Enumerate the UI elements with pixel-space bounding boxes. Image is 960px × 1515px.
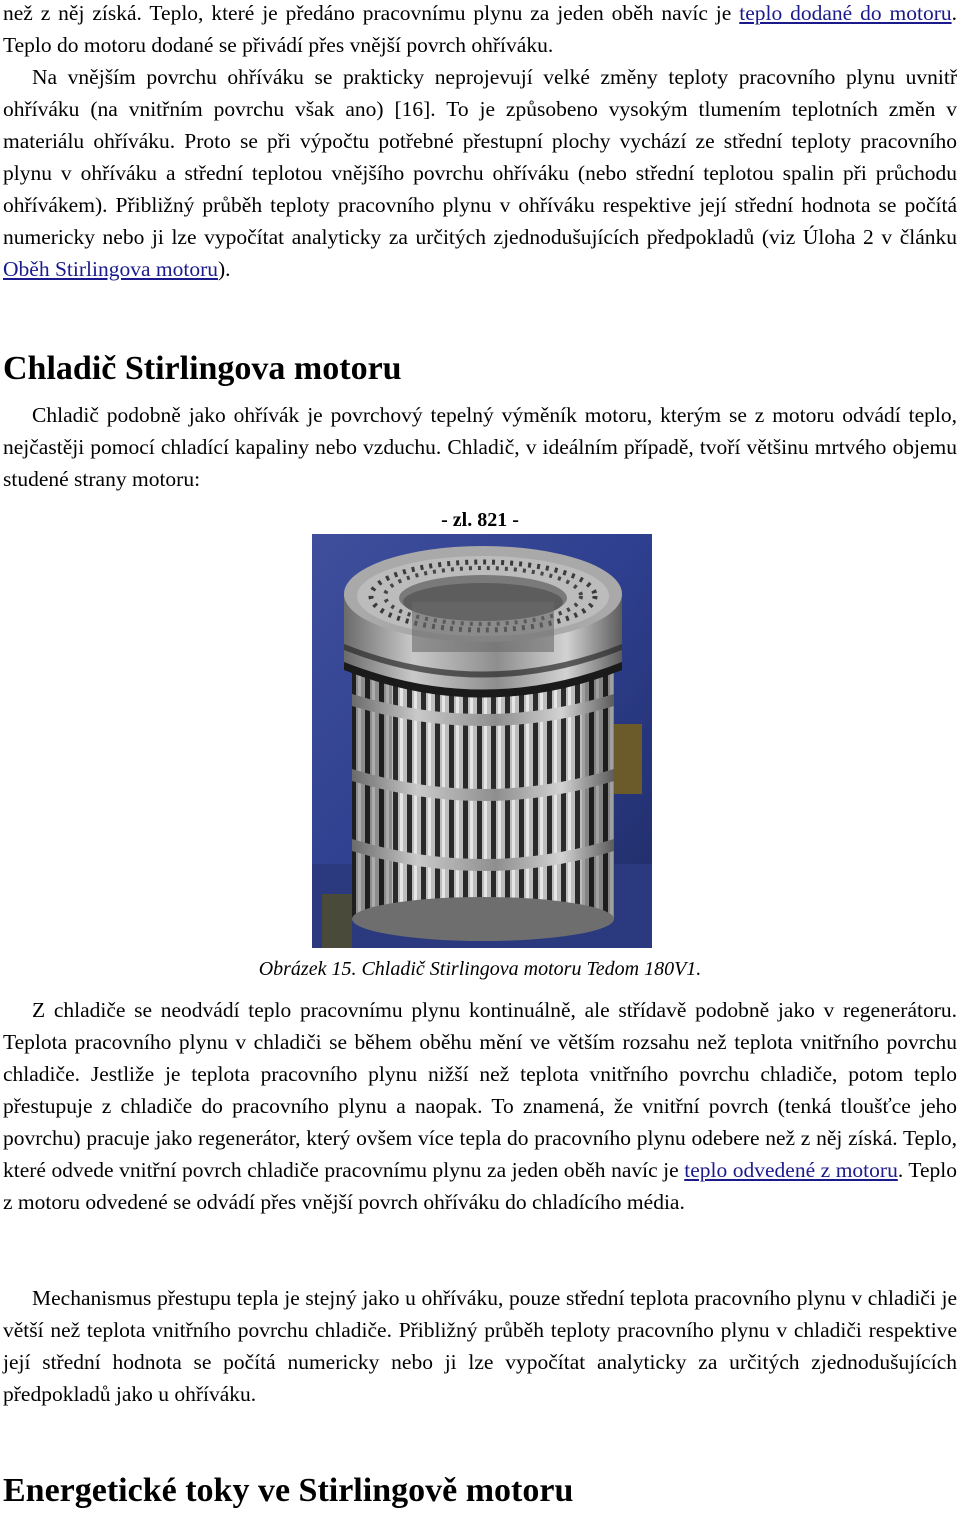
paragraph-text: Na vnějším povrchu ohříváku se prakticky neprojevují velké změny teploty pracovního plynu uvnitř ohříváku (na vnitřním povrchu však ano) [16]. To je způsobeno vysokým tlumením teplotních změn v materiálu ohříváku. Proto se při výpočtu potřebné přestupní plochy vychází ze střední teploty pracovního plynu v ohříváku a střední teplotou vnějšího povrchu ohříváku (nebo střední teplotou spalin při průchodu ohřívákem). Přibližný průběh teploty pracovního plynu v ohříváku respektive její střední hodnota se počítá numericky nebo ji lze vypočítat analyticky za určitých zjednodušujících předpokladů (viz Úloha 2 v článku — [3, 65, 957, 249]
link-obeh-stirlingova-motoru[interactable]: Oběh Stirlingova motoru — [3, 257, 218, 281]
paragraph-heat-transfer-mechanism: Mechanismus přestupu tepla je stejný jako u ohříváku, pouze střední teplota pracovního plynu v chladiči je větší než teplota vnitřního povrchu chladiče. Přibližný průběh teploty pracovního plynu v chladiči respektive její střední hodnota se počítá numericky nebo ji lze vypočítat analyticky za určitých zjednodušujících předpokladů jako u ohříváku. — [3, 1286, 957, 1406]
paragraph-heat-input — [3, 0, 957, 61]
paragraph-text: . Teplo do motoru dodané se přivádí přes vnější povrch ohříváku. — [3, 1, 957, 57]
link-teplo-dodane[interactable]: teplo dodané do motoru — [739, 1, 952, 25]
link-teplo-odvedene[interactable]: teplo odvedené z motoru — [684, 1158, 898, 1182]
figure-cooler-photo — [312, 534, 652, 948]
paragraph-text: . Teplo z motoru odvedené se odvádí přes vnější povrch ohříváku do chladícího média. — [3, 1158, 957, 1214]
intro-section — [3, 0, 957, 285]
paragraph-cooler-heat-transfer — [3, 994, 957, 1218]
paragraph-text: ). — [217, 257, 231, 281]
section-heading-chladic: Chladič Stirlingova motoru — [3, 350, 402, 387]
figure-number: - zl. 821 - — [441, 509, 519, 531]
section-heading-energeticke-toky: Energetické toky ve Stirlingově motoru — [3, 1472, 574, 1509]
paragraph-chladic-intro: Chladič podobně jako ohřívák je povrchový tepelný výměník motoru, kterým se z motoru odvádí teplo, nejčastěji pomocí chladící kapaliny nebo vzduchu. Chladič, v ideálním případě, tvoří většinu mrtvého objemu studené strany motoru: — [3, 403, 957, 491]
paragraph-text: Z chladiče se neodvádí teplo pracovnímu plynu kontinuálně, ale střídavě podobně jako v regenerátoru. Teplota pracovního plynu v chladiči se během oběhu mění ve větším rozsahu než teplota vnitřního povrchu chladiče. Jestliže je teplota pracovního plynu nižší než teplota vnitřního povrchu chladiče, potom teplo přestupuje z chladiče do pracovního plynu a naopak. To znamená, že vnitřní povrch (tenká tloušťce jeho povrchu) pracuje jako regenerátor, který ovšem více tepla do pracovního plynu odebere než z něj získá. Teplo, které odvede vnitřní povrch chladiče pracovnímu plynu za jeden oběh navíc je — [3, 998, 957, 1182]
cooler-photo-icon — [312, 534, 652, 948]
figure-caption: Obrázek 15. Chladič Stirlingova motoru Tedom 180V1. — [258, 958, 702, 980]
paragraph-heater-surface — [3, 61, 957, 285]
paragraph-text: než z něj získá. Teplo, které je předáno pracovnímu plynu za jeden oběh navíc je — [3, 1, 740, 25]
